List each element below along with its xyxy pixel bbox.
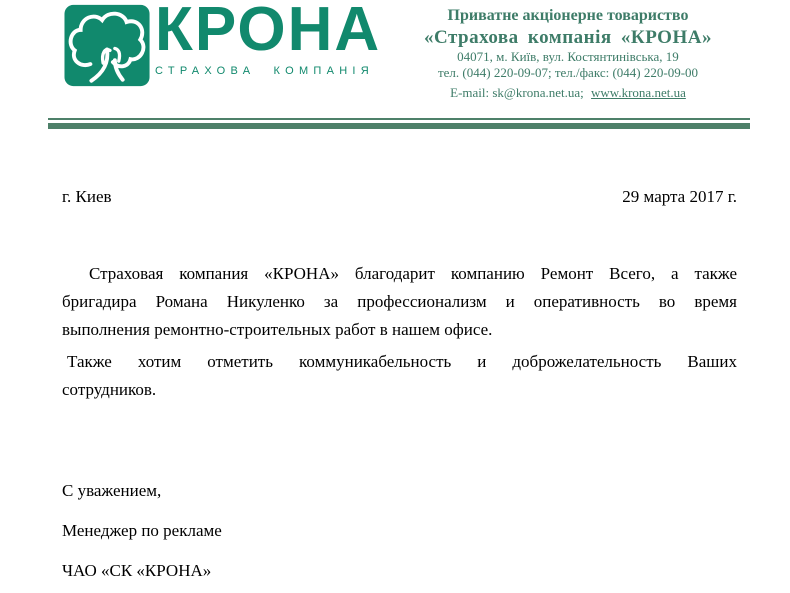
org-phones: тел. (044) 220-09-07; тел./факс: (044) 220-09-00 — [437, 64, 699, 80]
paragraph-thanks-line2: бригадира Романа Никуленко за профессионализм и оперативность во время — [62, 292, 737, 311]
letter-date: 29 марта 2017 г. — [622, 187, 737, 206]
logo-brand-text: КРОНА — [155, 0, 382, 64]
paragraph-thanks — [62, 260, 737, 344]
signature-org: ЧАО «СК «КРОНА» — [62, 561, 212, 580]
signature-role: Менеджер по рекламе — [62, 521, 222, 540]
org-website-link[interactable]: www.krona.net.ua — [591, 85, 686, 100]
org-type: Приватне акціонерне товариство — [447, 7, 689, 24]
org-address: 04071, м. Київ, вул. Костянтинівська, 19 — [457, 49, 679, 64]
date-row — [62, 186, 737, 207]
org-email: E-mail: sk@krona.net.ua; — [450, 85, 584, 100]
paragraph-note-line2: сотрудников. — [62, 380, 157, 399]
paragraph-thanks-line1: Страховая компания «КРОНА» благодарит компанию Ремонт Всего, а также — [89, 264, 737, 283]
divider-thin-line — [48, 118, 750, 120]
tree-icon — [64, 4, 152, 88]
paragraph-note — [62, 348, 737, 404]
paragraph-thanks-line3: выполнения ремонтно-строительных работ в нашем офисе. — [62, 320, 493, 339]
header-divider — [48, 118, 750, 129]
letter-body — [62, 186, 737, 581]
paragraph-note-line1: Также хотим отметить коммуникабельность и доброжелательность Ваших — [67, 352, 737, 371]
company-details — [386, 6, 750, 101]
logo-text — [155, 0, 401, 77]
logo-tagline: СТРАХОВА КОМПАНІЯ — [155, 65, 374, 77]
org-contacts — [386, 85, 750, 101]
closing: С уважением, — [62, 481, 162, 500]
letterhead — [0, 0, 790, 116]
divider-thick-line — [48, 123, 750, 129]
signature-block — [62, 480, 737, 581]
company-logo — [64, 0, 401, 88]
org-name: «Страхова компанія «КРОНА» — [424, 27, 712, 48]
letter-city: г. Киев — [62, 187, 112, 206]
